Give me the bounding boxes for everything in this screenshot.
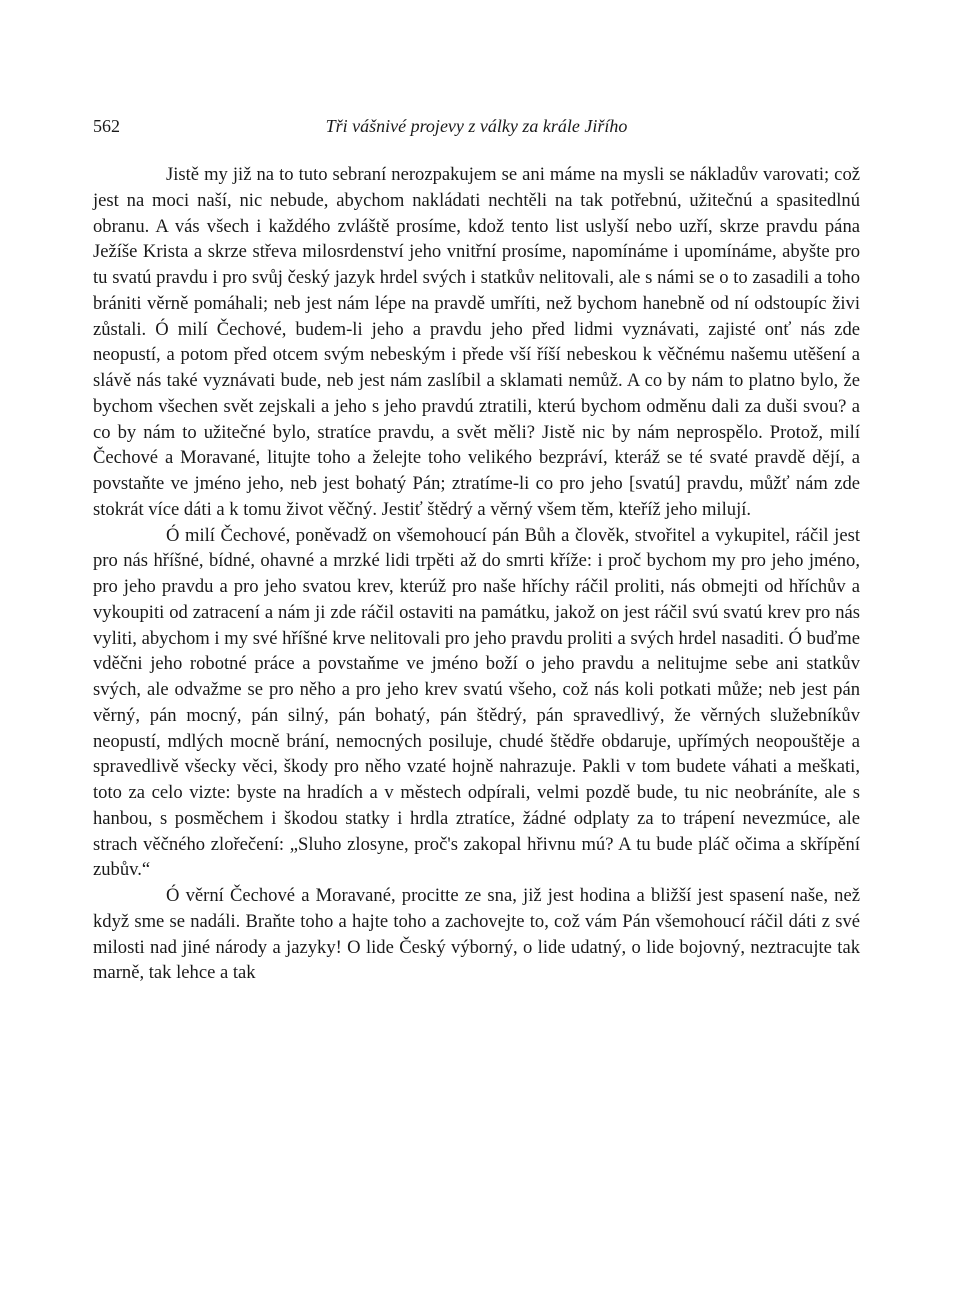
book-page (93, 112, 860, 986)
paragraph: Ó věrní Čechové a Moravané, procitte ze sna, již jest hodina a bližší jest spasení naše, než když sme se nadáli. Braňte toho a hajte toho a zachovejte to, což vám Pán všemohoucí ráčil dáti z své milosti nad jiné národy a jazyky! O lide Český výborný, o lide udatný, o lide bojovný, neztracujte tak marně, tak lehce a tak (93, 885, 860, 984)
running-title: Tři vášnivé projevy z války za krále Jiřího (325, 116, 628, 136)
body-text (93, 162, 860, 986)
paragraph: Jistě my již na to tuto sebraní nerozpakujem se ani máme na mysli se nákladův varovati; což jest na moci naší, nic nebude, abychom nakládati nechtěli na tak potřebnú, užitečnú a spasitedlnú obranu. A vás všech i každého zvláště prosíme, kdož tento list uslyší nebo uzří, skrze pravdu pána Ježíše Krista a skrze střeva milosrdenství jeho vnitřní prosíme, napomínáme i upomínáme, abyšte pro tu svatú pravdu i pro svůj český jazyk hrdel svých i statkův nelitovali, ale s námi se o to zasadili a toho brániti věrně pomáhali; neb jest nám lépe na pravdě umříti, než bychom hanebně od ní odstoupíc živi zůstali. Ó milí Čechové, budem-li jeho a pravdu jeho před lidmi vyznávati, zajisté onť nás zde neopustí, a potom před otcem svým nebeským i přede vší říší nebeskou k věčnému našemu utěšení a slávě nás také vyznávati bude, neb jest nám zaslíbil a sklamati nemůž. A co by nám to platno bylo, že bychom všechen svět zejskali a jeho s jeho pravdú ztratili, kterú bychom odměnu dali za duši svou? a co by nám to užitečné bylo, stratíce pravdu, a svět měli? Jistě nic by nám neprospělo. Protož, milí Čechové a Moravané, litujte toho a želejte toho velikého bezpráví, kteráž se té svaté pravdě dějí, a povstaňte ve jméno jeho, neb jest bohatý Pán; ztratíme-li co pro jeho [svatú] pravdu, můžť nám zde stokrát více dáti a k tomu život věčný. Jestiť štědrý a věrný všem těm, kteříž jeho milují. (93, 164, 860, 520)
page-header (93, 112, 860, 142)
page-number: 562 (93, 116, 120, 136)
paragraph: Ó milí Čechové, poněvadž on všemohoucí pán Bůh a člověk, stvořitel a vykupitel, ráčil jest pro nás hříšné, bídné, ohavné a mrzké lidi trpěti až do smrti kříže: i proč bychom my pro jeho jméno, pro jeho pravdu a pro jeho svatou krev, kterúž pro naše hříchy ráčil proliti, nás obmejti od hříchův a vykoupiti od zatracení a nám ji zde ráčil ostaviti na památku, jakož on jest ráčil svú svatú krev pro nás vyliti, abychom i my své hříšné krve nelitovali pro jeho pravdu proliti a svých hrdel nasaditi. Ó buďme vděčni jeho robotné práce a povstaňme ve jméno boží o jeho pravdu a nelitujme sebe ani statkův svých, ale odvažme se pro něho a pro jeho krev svatú všeho, což nás koli potkati může; neb jest pán věrný, pán mocný, pán silný, pán bohatý, pán štědrý, pán spravedlivý, že věrných služebníkův neopustí, mdlých mocně brání, nemocných posiluje, chudé štědře obdaruje, upřímých neopouštěje a spravedlivě všecky věci, škody pro něho vzaté hojně nahrazuje. Pakli v tom budete váhati a meškati, toto za celo vizte: byste na hradích a v městech odpírali, velmi pozdě bude, tu nic neobráníte, ale s hanbou, s posměchem i škodou statky i hrdla ztratíce, žádné odplaty za to trápení nevezmúce, ale strach věčného zlořečení: „Sluho zlosyne, proč's zakopal hřivnu mú? A tu bude pláč očima a skřípění zubův.“ (93, 524, 860, 881)
